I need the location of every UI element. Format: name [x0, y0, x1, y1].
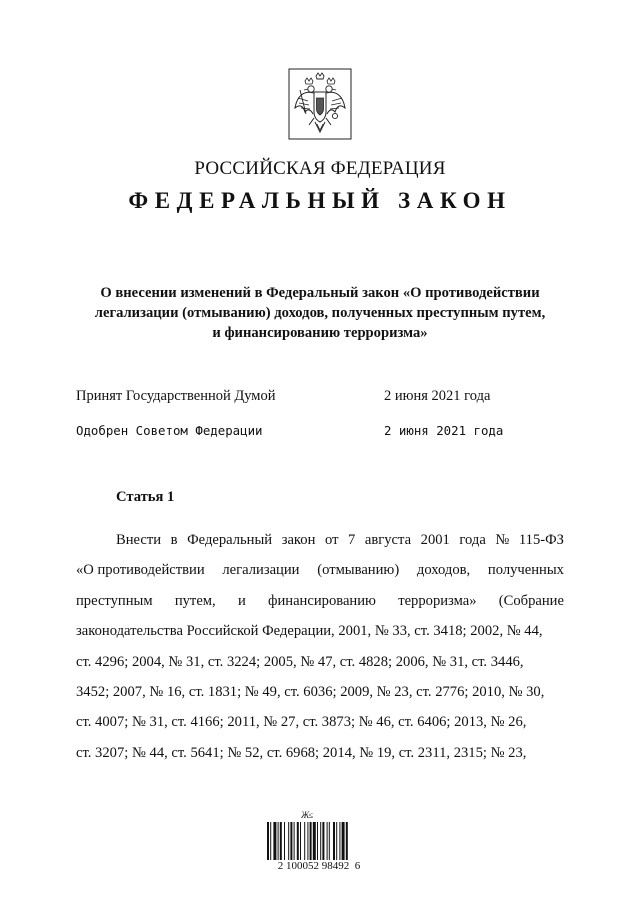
council-date: 2 июня 2021 года: [384, 423, 504, 438]
article-word: (Собрание: [498, 592, 564, 609]
article-word: ст. 4007; № 31, ст. 4166; 2011, № 27, ст. 3873; № 46, ст. 6406; 2013, № 26,: [76, 714, 527, 731]
article-word: «О противодействии: [76, 562, 205, 579]
barcode-icon: [267, 822, 371, 860]
article-word: преступным: [76, 592, 153, 609]
law-title-line: О внесении изменений в Федеральный закон «О противодействии: [100, 285, 540, 301]
barcode: [263, 810, 375, 882]
document-type: ФЕДЕРАЛЬНЫЙ ЗАКОН: [128, 188, 512, 213]
article-line: [76, 647, 564, 677]
coat-of-arms-icon: [288, 68, 352, 140]
article-line: [76, 677, 564, 707]
barcode-number: 2 100052 98492 6: [277, 860, 361, 872]
article-line: [76, 525, 564, 555]
article-word: ст. 4296; 2004, № 31, ст. 3224; 2005, № 47, ст. 4828; 2006, № 31, ст. 3446,: [76, 653, 524, 670]
article-body: [76, 525, 564, 768]
barcode-mark: Ж≤: [301, 810, 313, 820]
article-word: Внести: [116, 532, 162, 548]
article-word: полученных: [487, 562, 564, 579]
article-word: закон: [281, 532, 316, 548]
council-label: Одобрен Советом Федерации: [76, 423, 263, 438]
article-line: [76, 738, 564, 768]
article-line: [76, 616, 564, 646]
duma-label: Принят Государственной Думой: [76, 388, 276, 404]
article-line: [76, 707, 564, 737]
article-heading: Статья 1: [116, 489, 175, 505]
article-line: [76, 586, 564, 616]
article-word: №: [495, 532, 510, 548]
article-word: финансированию: [268, 592, 376, 609]
article-word: в: [170, 532, 178, 548]
article-word: 2001: [420, 532, 450, 548]
country-name: РОССИЙСКАЯ ФЕДЕРАЦИЯ: [194, 158, 446, 179]
article-word: и: [237, 592, 246, 609]
article-word: 7: [348, 532, 356, 548]
article-word: (отмыванию): [317, 562, 400, 579]
article-word: ст. 3207; № 44, ст. 5641; № 52, ст. 6968; 2014, № 19, ст. 2311, 2315; № 23,: [76, 744, 527, 761]
article-word: Федеральный: [187, 532, 273, 548]
article-word: путем,: [174, 592, 216, 609]
article-word: 3452; 2007, № 16, ст. 1831; № 49, ст. 6036; 2009, № 23, ст. 2776; 2010, № 30,: [76, 683, 545, 700]
article-word: 115-ФЗ: [518, 532, 564, 548]
article-word: законодательства Российской Федерации, 2001, № 33, ст. 3418; 2002, № 44,: [76, 623, 543, 640]
law-title: [76, 283, 564, 343]
law-title-line: легализации (отмыванию) доходов, полученных преступным путем,: [94, 305, 546, 321]
article-word: легализации: [222, 562, 300, 579]
article-word: терроризма»: [398, 592, 477, 609]
article-word: августа: [364, 532, 412, 548]
duma-date: 2 июня 2021 года: [384, 388, 491, 404]
article-line: [76, 555, 564, 585]
article-word: от: [324, 532, 339, 548]
article-word: доходов,: [416, 562, 471, 579]
article-word: года: [459, 532, 486, 548]
law-title-line: и финансированию терроризма»: [212, 325, 428, 341]
